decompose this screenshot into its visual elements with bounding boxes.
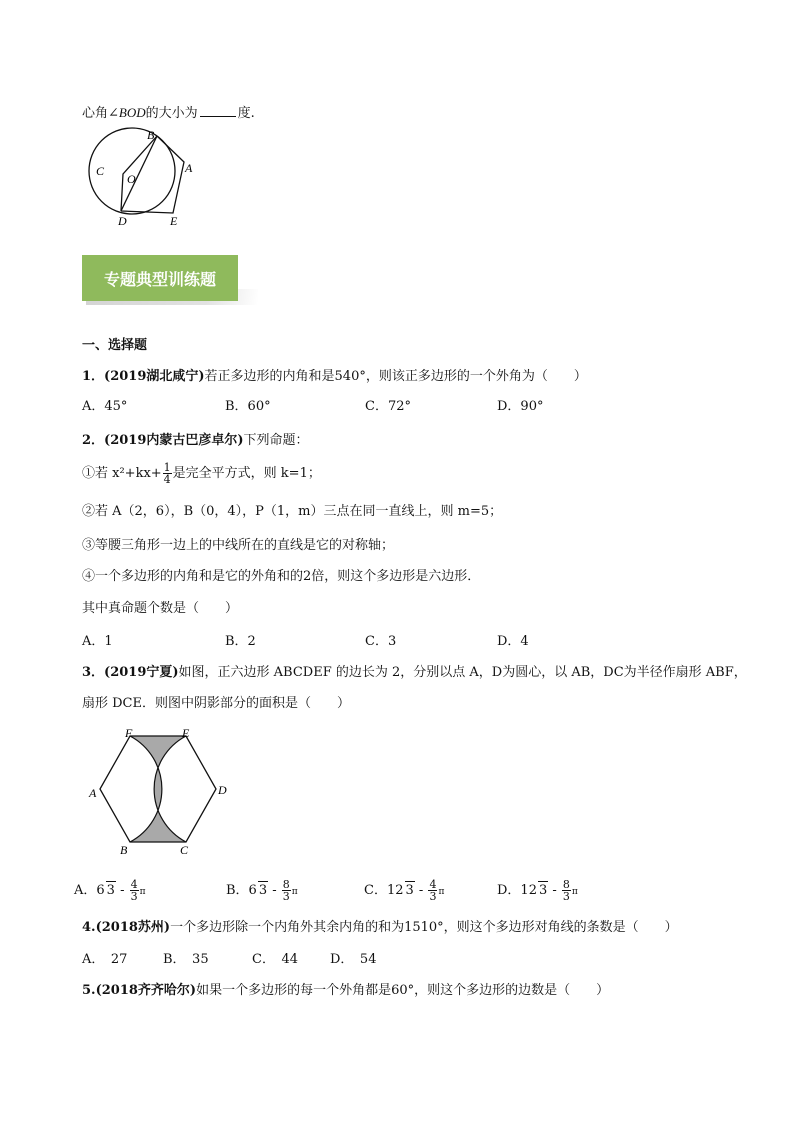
pi-symbol: π	[291, 887, 298, 897]
frac-den: 4	[163, 473, 171, 486]
frac-den: 3	[429, 890, 437, 903]
label-o: O	[127, 172, 136, 186]
q3-option-d	[497, 879, 578, 902]
angle-var: BOD	[118, 105, 146, 120]
opt-minus: -	[548, 883, 561, 898]
opt-prefix: C．12	[364, 883, 404, 898]
q4-number: 4.	[82, 920, 96, 935]
label-b: B	[147, 128, 155, 142]
pi-symbol: π	[571, 887, 578, 897]
label-b2: B	[120, 843, 128, 857]
sqrt-radicand: 3	[538, 883, 548, 898]
frac-num: 4	[130, 878, 138, 891]
q3-number: 3．	[82, 665, 105, 680]
q2-statement-1	[82, 462, 321, 485]
q4-option-d: D． 54	[330, 952, 377, 967]
sqrt-radicand: 3	[405, 883, 414, 898]
q1-option-c: C．72°	[365, 399, 411, 414]
q1-option-b: B．60°	[225, 399, 271, 414]
q3-line-2: 扇形 DCE．则图中阴影部分的面积是（ ）	[82, 696, 350, 711]
opt-prefix: A．6	[74, 883, 105, 898]
q2-option-b: B．2	[225, 634, 256, 649]
q3-option-a	[74, 879, 146, 902]
q2-statement-2: ②若 A（2，6），B（0，4），P（1，m）三点在同一直线上，则 m=5；	[82, 504, 503, 519]
hexagon-figure	[88, 726, 238, 860]
q4-option-b: B． 35	[163, 952, 209, 967]
section-banner: 专题典型训练题	[82, 255, 238, 301]
q5-source: (2018齐齐哈尔)	[95, 983, 197, 998]
q2-statement-4: ④一个多边形的内角和是它的外角和的2倍，则这个多边形是六边形．	[82, 569, 481, 584]
q1-text: 若正多边形的内角和是540°，则该正多边形的一个外角为（ ）	[204, 369, 587, 384]
q3-option-c	[364, 879, 444, 902]
label-a: A	[185, 161, 193, 175]
opt-minus: -	[115, 883, 129, 898]
q3-option-b	[226, 879, 298, 902]
opt-prefix: B．6	[226, 883, 257, 898]
frac-num: 1	[163, 461, 171, 474]
question-1	[82, 368, 587, 386]
q2-s1-part-a: ①若 x²+kx+	[82, 466, 162, 481]
q5-number: 5.	[82, 983, 96, 998]
frac-num: 4	[429, 878, 437, 891]
q2-option-d: D．4	[497, 634, 529, 649]
label-d: D	[118, 214, 127, 228]
opt-minus: -	[414, 883, 428, 898]
label-e2: E	[182, 726, 190, 740]
q4-source: (2018苏州)	[95, 920, 171, 935]
frac-den: 3	[130, 890, 138, 903]
question-2	[82, 432, 309, 450]
label-d2: D	[218, 783, 227, 797]
q2-option-c: C．3	[365, 634, 397, 649]
q2-source: (2019内蒙古巴彦卓尔)	[104, 433, 244, 448]
q1-number: 1．	[82, 369, 105, 384]
pi-symbol: π	[438, 887, 445, 897]
opt-fraction	[282, 879, 291, 902]
pi-symbol: π	[139, 887, 146, 897]
opt-fraction	[428, 879, 437, 902]
frac-num: 8	[562, 878, 570, 891]
q3-source: (2019宁夏)	[104, 665, 179, 680]
circle-pentagon-figure	[80, 124, 210, 230]
q4-text: 一个多边形除一个内角外其余内角的和为1510°，则这个多边形对角线的条数是（ ）	[170, 920, 678, 935]
q1-source: (2019湖北咸宁)	[104, 369, 205, 384]
intro-line	[82, 104, 255, 123]
opt-fraction	[130, 879, 139, 902]
q5-text: 如果一个多边形的每一个外角都是60°，则这个多边形的边数是（ ）	[196, 983, 610, 998]
intro-text-2: 的大小为	[145, 106, 198, 121]
label-c2: C	[180, 843, 189, 857]
q1-option-d: D．90°	[497, 399, 544, 414]
q2-s1-part-b: 是完全平方式，则 k=1；	[172, 466, 321, 481]
q4-option-a: A． 27	[82, 952, 128, 967]
q2-number: 2．	[82, 433, 105, 448]
frac-num: 8	[282, 878, 290, 891]
q2-statement-3: ③等腰三角形一边上的中线所在的直线是它的对称轴；	[82, 538, 395, 553]
opt-fraction	[562, 879, 571, 902]
label-c: C	[96, 164, 105, 178]
q2-ask: 其中真命题个数是（ ）	[82, 601, 239, 616]
sqrt-radicand: 3	[258, 883, 268, 898]
q1-option-a: A．45°	[82, 399, 128, 414]
label-a2: A	[89, 786, 97, 800]
q4-option-c: C． 44	[252, 952, 298, 967]
section-heading: 一、选择题	[82, 338, 148, 353]
opt-prefix: D．12	[497, 883, 537, 898]
question-5	[82, 982, 609, 1000]
fraction-one-quarter	[163, 462, 172, 485]
question-3	[82, 664, 747, 682]
opt-minus: -	[268, 883, 281, 898]
intro-end: 度.	[237, 106, 255, 121]
frac-den: 3	[562, 890, 570, 903]
label-e: E	[170, 214, 178, 228]
frac-den: 3	[282, 890, 290, 903]
shaded-region	[130, 736, 186, 842]
q2-option-a: A．1	[82, 634, 113, 649]
q3-line-1: 如图，正六边形 ABCDEF 的边长为 2，分别以点 A，D为圆心，以 AB，DC为半径作扇形 ABF，	[178, 665, 747, 680]
sqrt-radicand: 3	[106, 883, 115, 898]
answer-blank	[200, 104, 236, 117]
question-4	[82, 919, 678, 937]
intro-text: 心角∠	[82, 106, 119, 121]
label-f: F	[125, 726, 133, 740]
q2-text: 下列命题：	[243, 433, 309, 448]
